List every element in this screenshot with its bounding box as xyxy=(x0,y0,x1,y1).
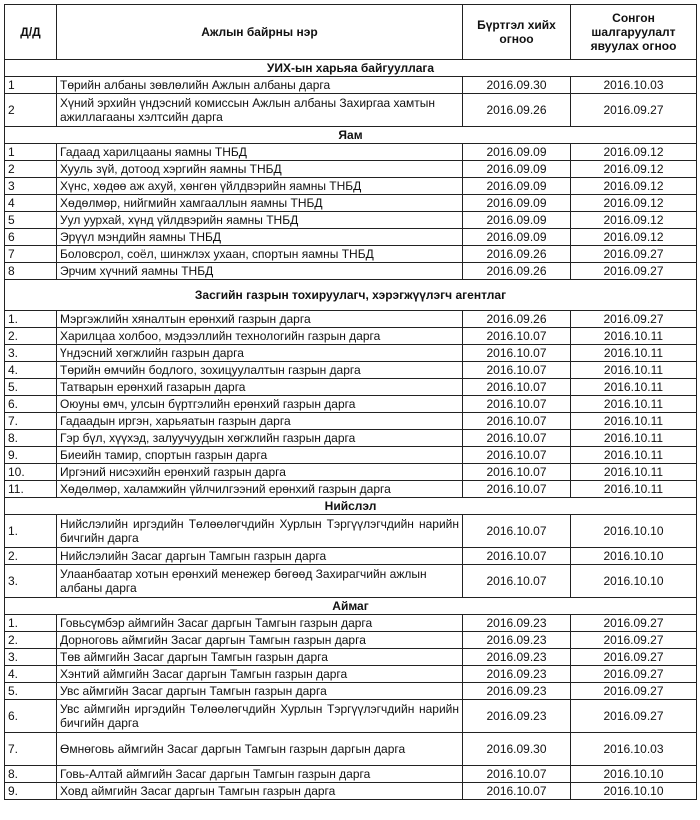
row-number: 2 xyxy=(5,94,57,127)
table-row xyxy=(5,615,697,632)
row-number: 3 xyxy=(5,178,57,195)
position-name: Боловсрол, соёл, шинжлэх ухаан, спортын яамны ТНБД xyxy=(57,246,463,263)
registration-date: 2016.10.07 xyxy=(463,447,571,464)
selection-date: 2016.10.11 xyxy=(571,328,697,345)
row-number: 4. xyxy=(5,362,57,379)
selection-date: 2016.09.12 xyxy=(571,161,697,178)
selection-date: 2016.10.10 xyxy=(571,766,697,783)
registration-date: 2016.09.09 xyxy=(463,178,571,195)
position-name: Хүнс, хөдөө аж ахуй, хөнгөн үйлдвэрийн яамны ТНБД xyxy=(57,178,463,195)
selection-date: 2016.10.11 xyxy=(571,430,697,447)
table-row xyxy=(5,246,697,263)
table-row xyxy=(5,328,697,345)
registration-date: 2016.09.26 xyxy=(463,246,571,263)
registration-date: 2016.10.07 xyxy=(463,379,571,396)
selection-date: 2016.10.11 xyxy=(571,413,697,430)
selection-date: 2016.10.03 xyxy=(571,77,697,94)
registration-date: 2016.10.07 xyxy=(463,481,571,498)
section-row xyxy=(5,127,697,144)
table-row xyxy=(5,195,697,212)
row-number: 8. xyxy=(5,766,57,783)
selection-date: 2016.09.27 xyxy=(571,683,697,700)
row-number: 5. xyxy=(5,379,57,396)
row-number: 6. xyxy=(5,700,57,733)
registration-date: 2016.10.07 xyxy=(463,430,571,447)
table-row xyxy=(5,430,697,447)
registration-date: 2016.09.26 xyxy=(463,94,571,127)
row-number: 8. xyxy=(5,430,57,447)
header-selection-date: Сонгон шалгаруулалт явуулах огноо xyxy=(571,5,697,60)
row-number: 3. xyxy=(5,345,57,362)
selection-date: 2016.09.12 xyxy=(571,178,697,195)
header-row xyxy=(5,5,697,60)
selection-date: 2016.10.11 xyxy=(571,362,697,379)
position-name: Ховд аймгийн Засаг даргын Тамгын газрын дарга xyxy=(57,783,463,800)
table-row xyxy=(5,565,697,598)
position-name: Төв аймгийн Засаг даргын Тамгын газрын дарга xyxy=(57,649,463,666)
registration-date: 2016.10.07 xyxy=(463,766,571,783)
registration-date: 2016.10.07 xyxy=(463,565,571,598)
position-name: Нийслэлийн Засаг даргын Тамгын газрын дарга xyxy=(57,548,463,565)
position-name: Хөдөлмөр, халамжийн үйлчилгээний ерөнхий газрын дарга xyxy=(57,481,463,498)
position-name: Төрийн өмчийн бодлого, зохицуулалтын газрын дарга xyxy=(57,362,463,379)
selection-date: 2016.09.27 xyxy=(571,666,697,683)
position-name: Уул уурхай, хүнд үйлдвэрийн яамны ТНБД xyxy=(57,212,463,229)
registration-date: 2016.10.07 xyxy=(463,515,571,548)
row-number: 3. xyxy=(5,565,57,598)
row-number: 4. xyxy=(5,666,57,683)
row-number: 3. xyxy=(5,649,57,666)
table-row xyxy=(5,515,697,548)
section-row xyxy=(5,598,697,615)
row-number: 6. xyxy=(5,396,57,413)
selection-date: 2016.10.11 xyxy=(571,345,697,362)
section-title: Яам xyxy=(5,127,697,144)
selection-date: 2016.09.27 xyxy=(571,94,697,127)
table-row xyxy=(5,77,697,94)
row-number: 8 xyxy=(5,263,57,280)
row-number: 4 xyxy=(5,195,57,212)
position-name: Говьсүмбэр аймгийн Засаг даргын Тамгын газрын дарга xyxy=(57,615,463,632)
selection-date: 2016.09.27 xyxy=(571,615,697,632)
position-name: Гадаадын иргэн, харьяатын газрын дарга xyxy=(57,413,463,430)
selection-date: 2016.09.12 xyxy=(571,144,697,161)
position-name: Нийслэлийн иргэдийн Төлөөлөгчдийн Хурлын Тэргүүлэгчдийн нарийн бичгийн дарга xyxy=(57,515,463,548)
table-row xyxy=(5,178,697,195)
registration-date: 2016.09.09 xyxy=(463,195,571,212)
position-name: Төрийн албаны зөвлөлийн Ажлын албаны дарга xyxy=(57,77,463,94)
table-row xyxy=(5,229,697,246)
position-name: Увс аймгийн иргэдийн Төлөөлөгчдийн Хурлын Тэргүүлэгчдийн нарийн бичгийн дарга xyxy=(57,700,463,733)
registration-date: 2016.09.23 xyxy=(463,615,571,632)
table-row xyxy=(5,447,697,464)
table-row xyxy=(5,396,697,413)
position-name: Эрүүл мэндийн яамны ТНБД xyxy=(57,229,463,246)
table-row xyxy=(5,212,697,229)
registration-date: 2016.09.09 xyxy=(463,229,571,246)
row-number: 6 xyxy=(5,229,57,246)
table-row xyxy=(5,632,697,649)
section-title: Аймаг xyxy=(5,598,697,615)
registration-date: 2016.09.26 xyxy=(463,311,571,328)
position-name: Татварын ерөнхий газарын дарга xyxy=(57,379,463,396)
position-name: Хэнтий аймгийн Засаг даргын Тамгын газрын дарга xyxy=(57,666,463,683)
registration-date: 2016.09.23 xyxy=(463,632,571,649)
row-number: 11. xyxy=(5,481,57,498)
row-number: 2. xyxy=(5,548,57,565)
position-name: Иргэний нисэхийн ерөнхий газрын дарга xyxy=(57,464,463,481)
table-row xyxy=(5,649,697,666)
selection-date: 2016.10.10 xyxy=(571,565,697,598)
registration-date: 2016.09.30 xyxy=(463,733,571,766)
row-number: 1 xyxy=(5,77,57,94)
selection-date: 2016.09.27 xyxy=(571,263,697,280)
row-number: 7 xyxy=(5,246,57,263)
table-row xyxy=(5,362,697,379)
row-number: 1. xyxy=(5,311,57,328)
selection-date: 2016.09.27 xyxy=(571,311,697,328)
row-number: 10. xyxy=(5,464,57,481)
selection-date: 2016.09.27 xyxy=(571,700,697,733)
table-row xyxy=(5,311,697,328)
position-name: Үндэсний хөгжлийн газрын дарга xyxy=(57,345,463,362)
selection-date: 2016.10.11 xyxy=(571,447,697,464)
table-row xyxy=(5,783,697,800)
position-name: Өмнөговь аймгийн Засаг даргын Тамгын газрын даргын дарга xyxy=(57,733,463,766)
header-num: Д/Д xyxy=(5,5,57,60)
selection-date: 2016.10.11 xyxy=(571,481,697,498)
position-name: Улаанбаатар хотын ерөнхий менежер бөгөөд Захирагчийн ажлын албаны дарга xyxy=(57,565,463,598)
position-name: Эрчим хүчний яамны ТНБД xyxy=(57,263,463,280)
table-row xyxy=(5,94,697,127)
row-number: 9. xyxy=(5,783,57,800)
position-name: Биеийн тамир, спортын газрын дарга xyxy=(57,447,463,464)
position-name: Хууль зүй, дотоод хэргийн яамны ТНБД xyxy=(57,161,463,178)
table-row xyxy=(5,413,697,430)
section-title: Нийслэл xyxy=(5,498,697,515)
row-number: 1. xyxy=(5,615,57,632)
registration-date: 2016.09.09 xyxy=(463,161,571,178)
table-row xyxy=(5,345,697,362)
table-row xyxy=(5,481,697,498)
table-row xyxy=(5,464,697,481)
position-name: Хүний эрхийн үндэсний комиссын Ажлын албаны Захиргаа хамтын ажиллагааны хэлтсийн дарга xyxy=(57,94,463,127)
registration-date: 2016.10.07 xyxy=(463,548,571,565)
registration-date: 2016.09.23 xyxy=(463,649,571,666)
row-number: 9. xyxy=(5,447,57,464)
selection-date: 2016.09.27 xyxy=(571,649,697,666)
table-row xyxy=(5,379,697,396)
position-name: Хөдөлмөр, нийгмийн хамгааллын яамны ТНБД xyxy=(57,195,463,212)
section-row xyxy=(5,280,697,311)
selection-date: 2016.09.12 xyxy=(571,229,697,246)
table-row xyxy=(5,666,697,683)
registration-date: 2016.09.30 xyxy=(463,77,571,94)
registration-date: 2016.10.07 xyxy=(463,413,571,430)
selection-date: 2016.10.03 xyxy=(571,733,697,766)
table-row xyxy=(5,733,697,766)
header-position-name: Ажлын байрны нэр xyxy=(57,5,463,60)
row-number: 1. xyxy=(5,515,57,548)
registration-date: 2016.10.07 xyxy=(463,464,571,481)
selection-date: 2016.10.11 xyxy=(571,379,697,396)
section-row xyxy=(5,60,697,77)
selection-date: 2016.10.11 xyxy=(571,396,697,413)
registration-date: 2016.10.07 xyxy=(463,783,571,800)
position-name: Увс аймгийн Засаг даргын Тамгын газрын дарга xyxy=(57,683,463,700)
selection-date: 2016.10.10 xyxy=(571,515,697,548)
registration-date: 2016.10.07 xyxy=(463,396,571,413)
table-row xyxy=(5,700,697,733)
row-number: 2. xyxy=(5,328,57,345)
registration-date: 2016.09.09 xyxy=(463,144,571,161)
header-registration-date: Бүртгэл хийх огноо xyxy=(463,5,571,60)
row-number: 1 xyxy=(5,144,57,161)
position-name: Гадаад харилцааны яамны ТНБД xyxy=(57,144,463,161)
registration-date: 2016.09.23 xyxy=(463,700,571,733)
table-body xyxy=(5,60,697,800)
row-number: 5. xyxy=(5,683,57,700)
table-row xyxy=(5,683,697,700)
table-row xyxy=(5,161,697,178)
row-number: 5 xyxy=(5,212,57,229)
selection-date: 2016.10.11 xyxy=(571,464,697,481)
section-title: УИХ-ын харьяа байгууллага xyxy=(5,60,697,77)
row-number: 7. xyxy=(5,733,57,766)
table-row xyxy=(5,144,697,161)
position-name: Гэр бүл, хүүхэд, залуучуудын хөгжлийн газрын дарга xyxy=(57,430,463,447)
selection-date: 2016.09.12 xyxy=(571,195,697,212)
position-name: Говь-Алтай аймгийн Засаг даргын Тамгын газрын дарга xyxy=(57,766,463,783)
table-row xyxy=(5,766,697,783)
position-name: Дорноговь аймгийн Засаг даргын Тамгын газрын дарга xyxy=(57,632,463,649)
position-name: Мэргэжлийн хяналтын ерөнхий газрын дарга xyxy=(57,311,463,328)
registration-date: 2016.09.09 xyxy=(463,212,571,229)
job-schedule-table xyxy=(4,4,697,800)
registration-date: 2016.09.23 xyxy=(463,683,571,700)
selection-date: 2016.09.27 xyxy=(571,632,697,649)
section-title: Засгийн газрын тохируулагч, хэрэгжүүлэгч агентлаг xyxy=(5,280,697,311)
row-number: 2 xyxy=(5,161,57,178)
selection-date: 2016.09.12 xyxy=(571,212,697,229)
table-row xyxy=(5,263,697,280)
registration-date: 2016.09.23 xyxy=(463,666,571,683)
row-number: 7. xyxy=(5,413,57,430)
registration-date: 2016.10.07 xyxy=(463,328,571,345)
selection-date: 2016.10.10 xyxy=(571,783,697,800)
registration-date: 2016.10.07 xyxy=(463,362,571,379)
registration-date: 2016.09.26 xyxy=(463,263,571,280)
registration-date: 2016.10.07 xyxy=(463,345,571,362)
position-name: Оюуны өмч, улсын бүртгэлийн ерөнхий газрын дарга xyxy=(57,396,463,413)
section-row xyxy=(5,498,697,515)
selection-date: 2016.09.27 xyxy=(571,246,697,263)
position-name: Харилцаа холбоо, мэдээллийн технологийн газрын дарга xyxy=(57,328,463,345)
row-number: 2. xyxy=(5,632,57,649)
selection-date: 2016.10.10 xyxy=(571,548,697,565)
table-row xyxy=(5,548,697,565)
